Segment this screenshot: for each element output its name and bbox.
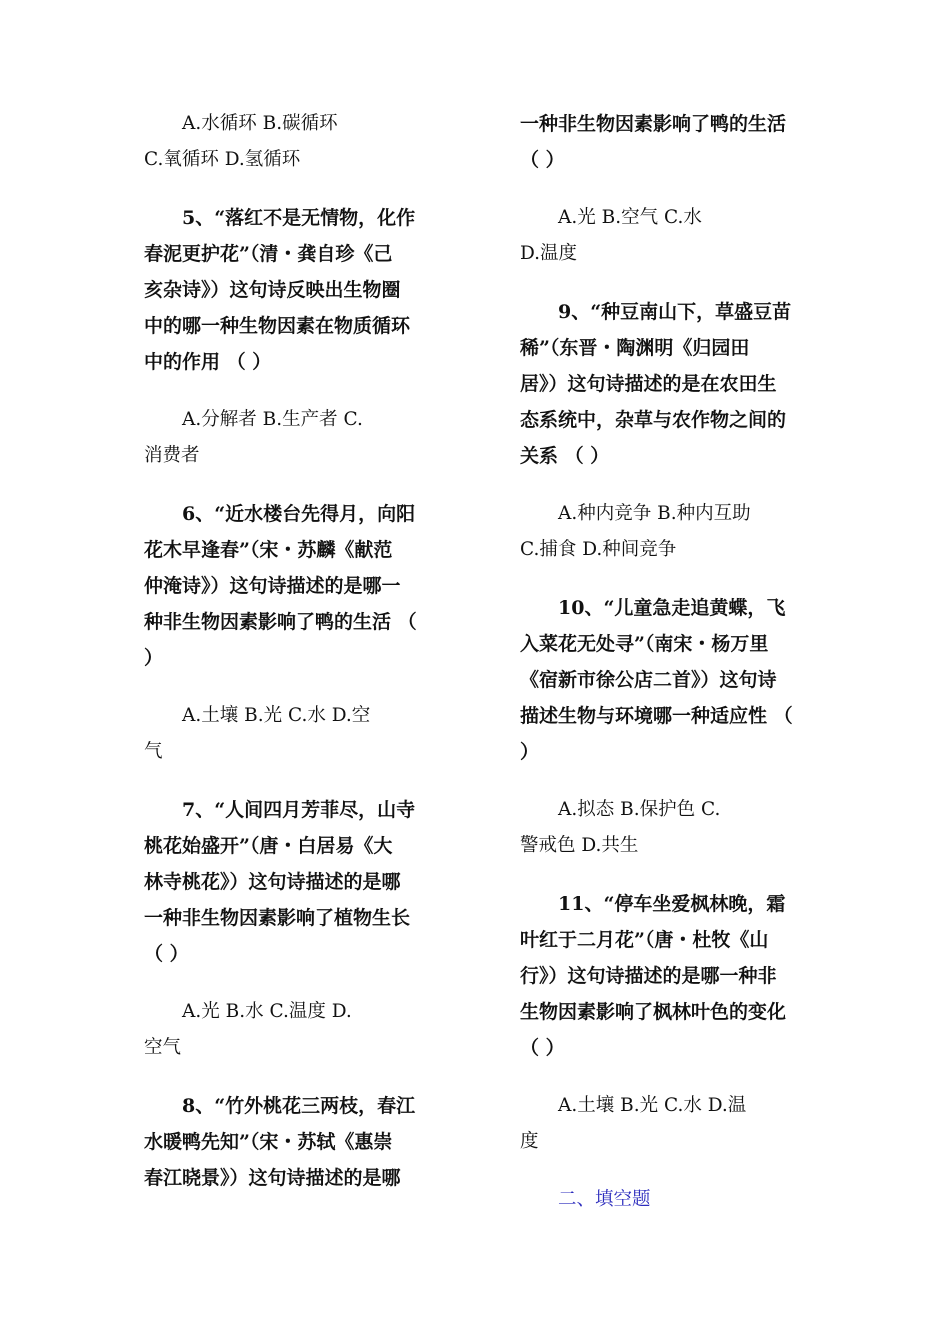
question-line: 6、“近水楼台先得月，向阳 <box>182 503 416 525</box>
question-line: 《宿新市徐公店二首》）这句诗 <box>520 669 777 691</box>
question-line: 一种非生物因素影响了鸭的生活 <box>520 113 787 135</box>
option-line: A.土壤 B.光 C.水 D.空 <box>182 705 371 726</box>
question-line: 林寺桃花》）这句诗描述的是哪 <box>144 871 401 893</box>
question-line: 8、“竹外桃花三两枝，春江 <box>182 1095 416 1117</box>
question-line: 中的哪一种生物因素在物质循环 <box>144 315 411 337</box>
question-line: ） <box>520 741 540 763</box>
option-line: 警戒色 D.共生 <box>520 835 639 856</box>
option-line: A.水循环 B.碳循环 <box>182 113 338 134</box>
option-line: A.光 B.空气 C.水 <box>558 207 702 228</box>
option-line: 空气 <box>144 1037 182 1058</box>
question-line: 亥杂诗》）这句诗反映出生物圈 <box>144 279 401 301</box>
question-line: 10、“儿童急走追黄蝶，飞 <box>558 597 786 619</box>
option-line: 消费者 <box>144 445 200 466</box>
question-line: ） <box>144 647 164 669</box>
section-heading: 二、填空题 <box>558 1189 651 1210</box>
option-line: C.捕食 D.种间竞争 <box>520 539 677 560</box>
question-line: 生物因素影响了枫林叶色的变化 <box>520 1001 787 1023</box>
question-line: 描述生物与环境哪一种适应性 （ <box>520 705 793 727</box>
question-line: 居》）这句诗描述的是在农田生 <box>520 373 777 395</box>
question-line: 7、“人间四月芳菲尽，山寺 <box>182 799 416 821</box>
question-line: 叶红于二月花”（唐・杜牧《山 <box>520 929 769 951</box>
option-line: A.分解者 B.生产者 C. <box>182 409 363 430</box>
question-line: （ ） <box>520 149 565 171</box>
question-line: 行》）这句诗描述的是哪一种非 <box>520 965 777 987</box>
question-line: 5、“落红不是无情物，化作 <box>182 207 416 229</box>
question-line: 仲淹诗》）这句诗描述的是哪一 <box>144 575 401 597</box>
option-line: A.种内竞争 B.种内互助 <box>558 503 751 524</box>
question-line: （ ） <box>144 943 189 965</box>
question-line: 态系统中，杂草与农作物之间的 <box>520 409 787 431</box>
option-line: C.氧循环 D.氢循环 <box>144 149 301 170</box>
option-line: A.土壤 B.光 C.水 D.温 <box>558 1095 747 1116</box>
option-line: 度 <box>520 1131 539 1152</box>
option-line: A.光 B.水 C.温度 D. <box>182 1001 352 1022</box>
question-line: 入菜花无处寻”（南宋・杨万里 <box>520 633 769 655</box>
question-line: 中的作用 （ ） <box>144 351 272 373</box>
question-line: 稀”（东晋・陶渊明《归园田 <box>520 337 750 359</box>
question-line: 一种非生物因素影响了植物生长 <box>144 907 411 929</box>
question-line: 关系 （ ） <box>520 445 610 467</box>
question-line: （ ） <box>520 1037 565 1059</box>
question-line: 春江晓景》）这句诗描述的是哪 <box>144 1167 401 1189</box>
question-line: 9、“种豆南山下，草盛豆苗 <box>558 301 792 323</box>
question-line: 花木早逢春”（宋・苏麟《献范 <box>144 539 393 561</box>
question-line: 种非生物因素影响了鸭的生活 （ <box>144 611 417 633</box>
option-line: A.拟态 B.保护色 C. <box>558 799 721 820</box>
question-line: 11、“停车坐爱枫林晚，霜 <box>558 893 786 915</box>
question-line: 春泥更护花”（清・龚自珍《己 <box>144 243 393 265</box>
question-line: 水暖鸭先知”（宋・苏轼《惠崇 <box>144 1131 393 1153</box>
option-line: D.温度 <box>520 243 578 264</box>
option-line: 气 <box>144 741 163 762</box>
question-line: 桃花始盛开”（唐・白居易《大 <box>144 835 393 857</box>
